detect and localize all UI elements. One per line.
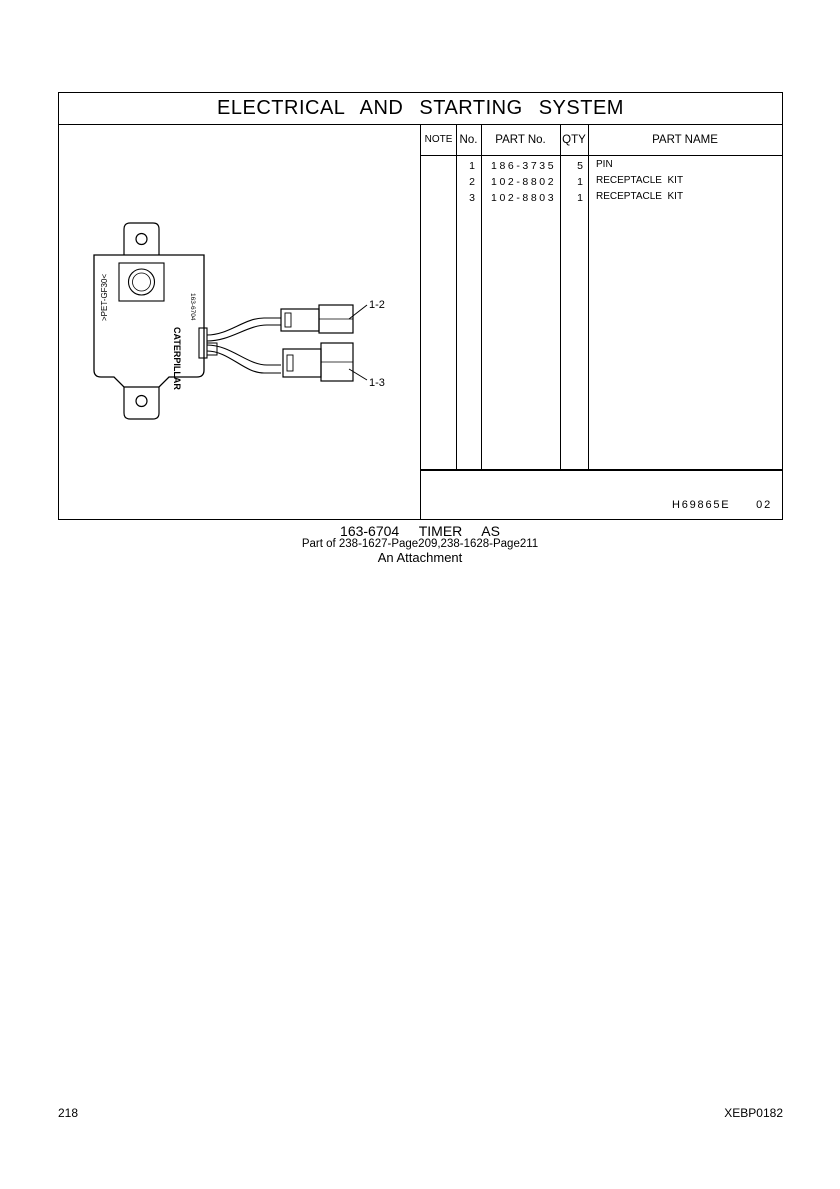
col-header-part-no: PART No.	[495, 134, 546, 146]
parts-table	[421, 125, 782, 519]
row-3-qty: 1	[577, 192, 583, 204]
col-header-part-name: PART NAME	[652, 134, 718, 146]
timer-drawing	[59, 125, 421, 519]
row-2-qty: 1	[577, 176, 583, 188]
row-3-part-name: RECEPTACLE KIT	[596, 191, 684, 202]
callout-1-2: 1-2	[369, 299, 385, 311]
col-header-no: No.	[459, 134, 478, 146]
caption-title: 163-6704 TIMER AS	[340, 523, 500, 539]
parts-illustration	[59, 125, 421, 519]
col-header-note: NOTE	[424, 134, 453, 145]
callout-1-3: 1-3	[369, 377, 385, 389]
row-1-part-name: PIN	[596, 159, 613, 170]
row-2-part-name: RECEPTACLE KIT	[596, 175, 684, 186]
illustration-reference: H69865E 02	[671, 499, 772, 511]
parts-frame	[58, 92, 783, 520]
caption-part-of: Part of 238-1627-Page209,238-1628-Page211	[301, 538, 539, 550]
col-header-qty: QTY	[562, 134, 586, 146]
row-1-part-no: 186-3735	[491, 160, 557, 172]
brand-label: CATERPILLAR	[172, 327, 182, 390]
row-3-no: 3	[469, 192, 475, 204]
row-2-part-no: 102-8802	[491, 176, 557, 188]
row-1-no: 1	[469, 160, 475, 172]
model-label: >PET-GF30<	[100, 273, 109, 321]
row-2-no: 2	[469, 176, 475, 188]
page-number: 218	[58, 1106, 79, 1120]
section-title: ELECTRICAL AND STARTING SYSTEM	[59, 93, 782, 125]
caption-note: An Attachment	[377, 550, 463, 565]
part-label: 163-6704	[189, 293, 196, 321]
row-1-qty: 5	[577, 160, 583, 172]
row-3-part-no: 102-8803	[491, 192, 557, 204]
document-code: XEBP0182	[724, 1106, 783, 1120]
